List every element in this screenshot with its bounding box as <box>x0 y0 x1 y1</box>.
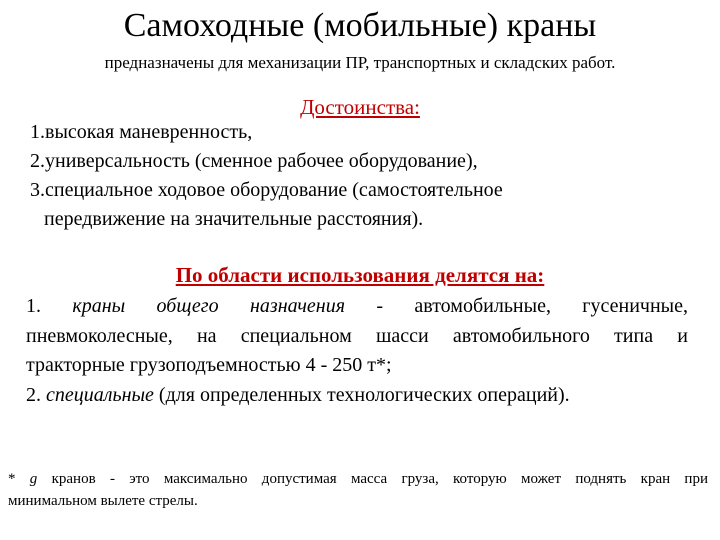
usage-item-2-rest: (для определенных технологических операций). <box>153 383 570 406</box>
advantages-heading: Достоинства: <box>300 95 420 119</box>
footnote-marker: * <box>8 471 30 487</box>
footnote-text: кранов - это максимально допустимая масса груза, которую может поднять кран при <box>37 471 708 487</box>
page-title: Самоходные (мобильные) краны <box>123 7 597 44</box>
footnote <box>8 468 708 512</box>
advantage-item-2: 2.универсальность (сменное рабочее оборудование), <box>30 150 478 172</box>
usage-list <box>26 292 688 410</box>
advantage-item-3-continued: передвижение на значительные расстояния). <box>44 208 424 230</box>
usage-item-1-rest: - автомобильные, гусеничные, <box>345 295 688 317</box>
usage-item-2 <box>26 381 688 411</box>
footnote-line-1 <box>8 468 708 490</box>
usage-item-1-line-2: пневмоколесные, на специальном шасси автомобильного типа и <box>26 324 688 347</box>
advantage-item-3: 3.специальное ходовое оборудование (самостоятельное <box>30 179 503 201</box>
usage-item-1 <box>26 292 688 322</box>
usage-heading: По области использования делятся на: <box>175 263 545 287</box>
usage-item-1-number: 1. <box>26 295 73 317</box>
page-subtitle: предназначены для механизации ПР, транспортных и складских работ. <box>104 53 616 72</box>
usage-item-2-number: 2. <box>26 383 46 406</box>
usage-item-1-term: краны общего назначения <box>72 295 345 317</box>
usage-item-2-term: специальные <box>46 383 154 406</box>
advantage-item-1: 1.высокая маневренность, <box>30 121 253 143</box>
advantages-list <box>30 118 690 234</box>
usage-item-1-line-3: тракторные грузоподъемностью 4 - 250 т*; <box>26 354 392 376</box>
footnote-symbol: g <box>29 471 38 487</box>
footnote-line-2: минимальном вылете стрелы. <box>8 493 198 509</box>
